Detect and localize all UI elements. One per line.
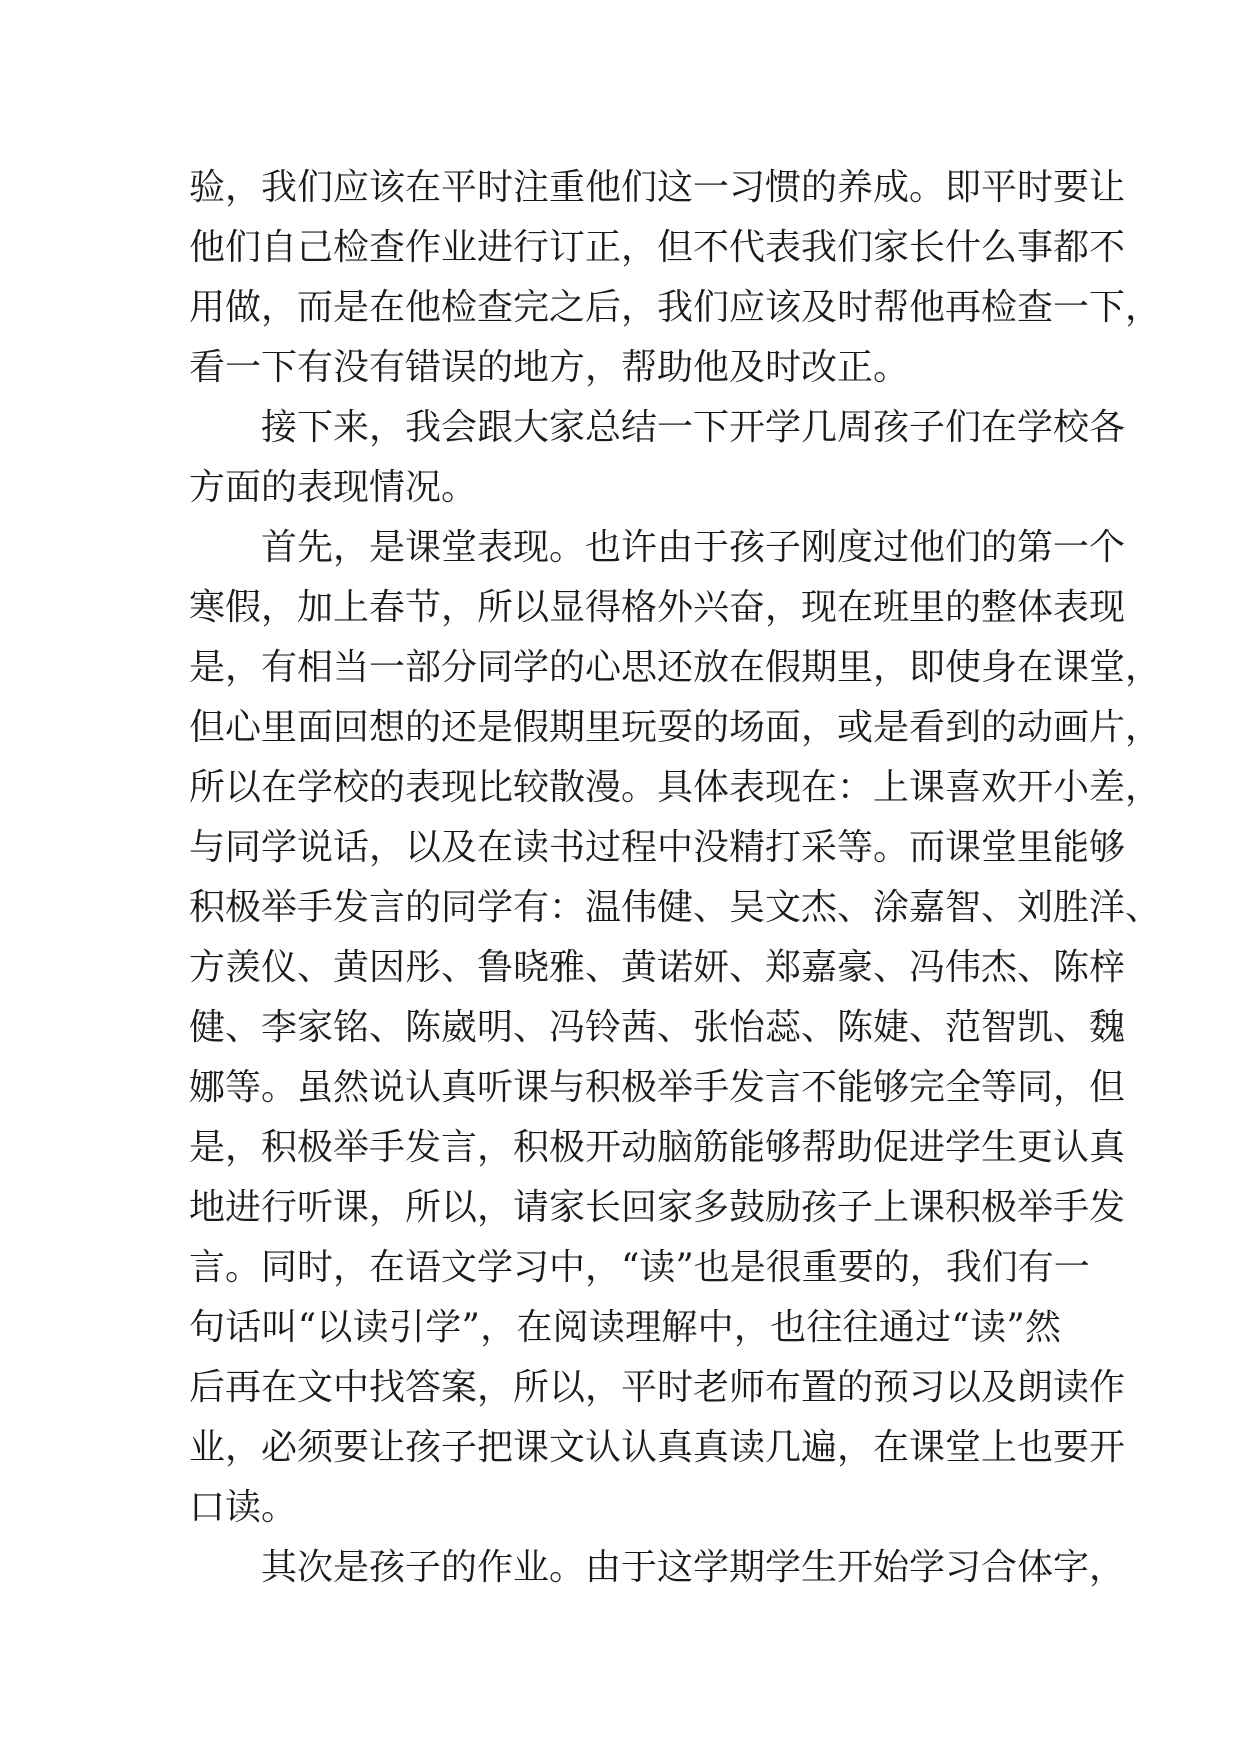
text-line: 其次是孩子的作业。由于这学期学生开始学习合体字， (261, 1547, 1126, 1588)
text-line: 积极举手发言的同学有：温伟健、吴文杰、涂嘉智、刘胜洋、 (189, 887, 1162, 928)
text-line: 是，积极举手发言，积极开动脑筋能够帮助促进学生更认真 (189, 1127, 1126, 1168)
text-line: 接下来，我会跟大家总结一下开学几周孩子们在学校各 (261, 407, 1126, 448)
text-line: 寒假，加上春节，所以显得格外兴奋，现在班里的整体表现 (189, 587, 1126, 628)
text-line: 业，必须要让孩子把课文认认真真读几遍，在课堂上也要开 (189, 1427, 1126, 1468)
text-line: 与同学说话，以及在读书过程中没精打采等。而课堂里能够 (189, 827, 1126, 868)
text-line: 方羡仪、黄因彤、鲁晓雅、黄诺妍、郑嘉豪、冯伟杰、陈梓 (189, 947, 1126, 988)
text-line: 所以在学校的表现比较散漫。具体表现在：上课喜欢开小差， (189, 767, 1162, 808)
text-line: 地进行听课，所以，请家长回家多鼓励孩子上课积极举手发 (189, 1187, 1126, 1228)
text-line: 娜等。虽然说认真听课与积极举手发言不能够完全等同，但 (189, 1067, 1126, 1108)
text-line: 句话叫“以读引学”，在阅读理解中，也往往通过“读”然 (189, 1307, 1061, 1348)
text-line: 他们自己检查作业进行订正，但不代表我们家长什么事都不 (189, 227, 1126, 268)
document-body (189, 158, 1162, 1598)
text-line: 方面的表现情况。 (189, 467, 478, 508)
text-line: 看一下有没有错误的地方，帮助他及时改正。 (189, 347, 910, 388)
text-line: 言。同时，在语文学习中，“读”也是很重要的，我们有一 (189, 1247, 1090, 1288)
text-line: 验，我们应该在平时注重他们这一习惯的养成。即平时要让 (189, 167, 1126, 208)
text-line: 后再在文中找答案，所以，平时老师布置的预习以及朗读作 (189, 1367, 1126, 1408)
text-line: 口读。 (189, 1487, 298, 1528)
text-line: 健、李家铭、陈崴明、冯铃茜、张怡蕊、陈婕、范智凯、魏 (189, 1007, 1126, 1048)
text-line: 是，有相当一部分同学的心思还放在假期里，即使身在课堂， (189, 647, 1162, 688)
text-line: 但心里面回想的还是假期里玩耍的场面，或是看到的动画片， (189, 707, 1162, 748)
text-line: 用做，而是在他检查完之后，我们应该及时帮他再检查一下， (189, 287, 1162, 328)
text-line: 首先，是课堂表现。也许由于孩子刚度过他们的第一个 (261, 527, 1126, 568)
